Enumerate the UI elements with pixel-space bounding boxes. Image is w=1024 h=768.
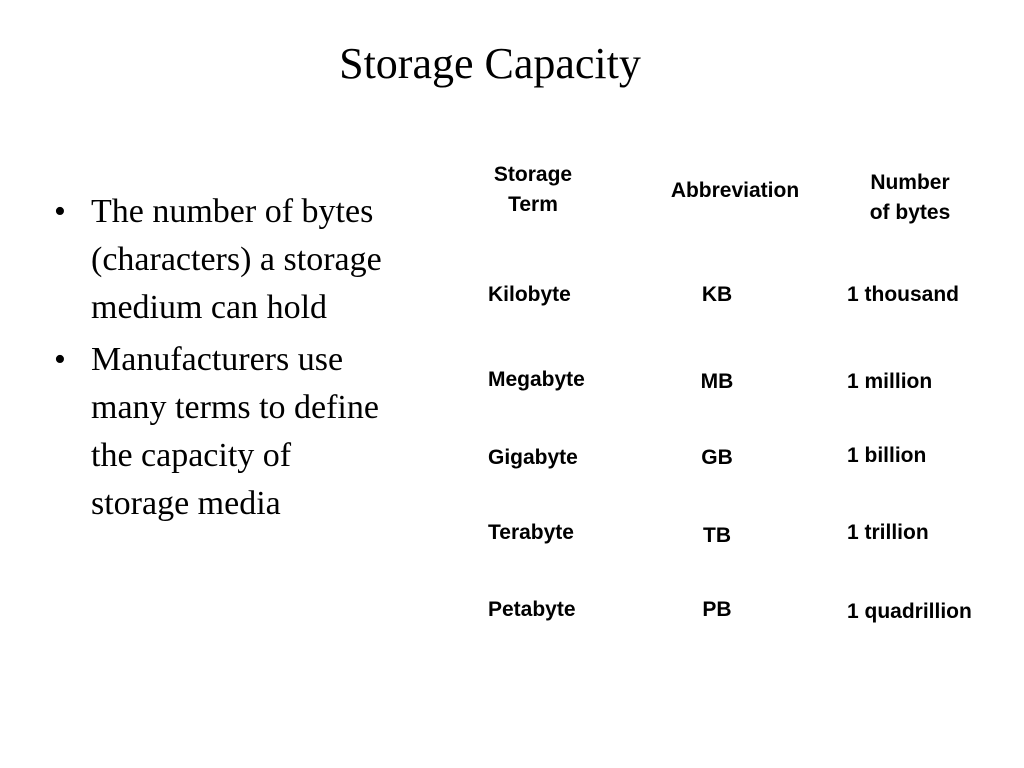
header-abbreviation: Abbreviation xyxy=(670,179,800,202)
bullet-marker: • xyxy=(54,193,66,230)
row-bytes: 1 trillion xyxy=(847,521,929,544)
bullet-list xyxy=(52,188,392,532)
bullet-marker: • xyxy=(54,341,66,378)
row-term: Gigabyte xyxy=(488,446,578,469)
header-storage-term-line1: Storage xyxy=(493,163,573,186)
bullet-text: The number of bytes (characters) a storage medium can hold xyxy=(91,193,382,326)
row-abbreviation: TB xyxy=(703,524,731,547)
header-number-of-bytes-line2: of bytes xyxy=(869,201,951,224)
row-term: Kilobyte xyxy=(488,283,571,306)
row-abbreviation: PB xyxy=(702,598,732,621)
row-bytes: 1 billion xyxy=(847,444,927,467)
row-term: Terabyte xyxy=(488,521,574,544)
row-bytes: 1 quadrillion xyxy=(847,600,972,623)
header-number-of-bytes-line1: Number xyxy=(870,171,950,194)
header-storage-term-line2: Term xyxy=(508,193,558,216)
row-abbreviation: KB xyxy=(701,283,733,306)
row-abbreviation: GB xyxy=(701,446,733,469)
bullet-item xyxy=(52,188,392,332)
bullet-item xyxy=(52,336,392,528)
header-storage-term xyxy=(480,160,586,220)
row-abbreviation: MB xyxy=(700,370,734,393)
row-bytes: 1 million xyxy=(847,370,933,393)
header-number-of-bytes xyxy=(850,168,970,228)
bullet-text: Manufacturers use many terms to define the capacity of storage media xyxy=(91,341,379,522)
row-bytes: 1 thousand xyxy=(847,283,960,306)
row-term: Petabyte xyxy=(488,598,576,621)
slide-title: Storage Capacity xyxy=(339,39,641,88)
row-term: Megabyte xyxy=(488,368,585,391)
